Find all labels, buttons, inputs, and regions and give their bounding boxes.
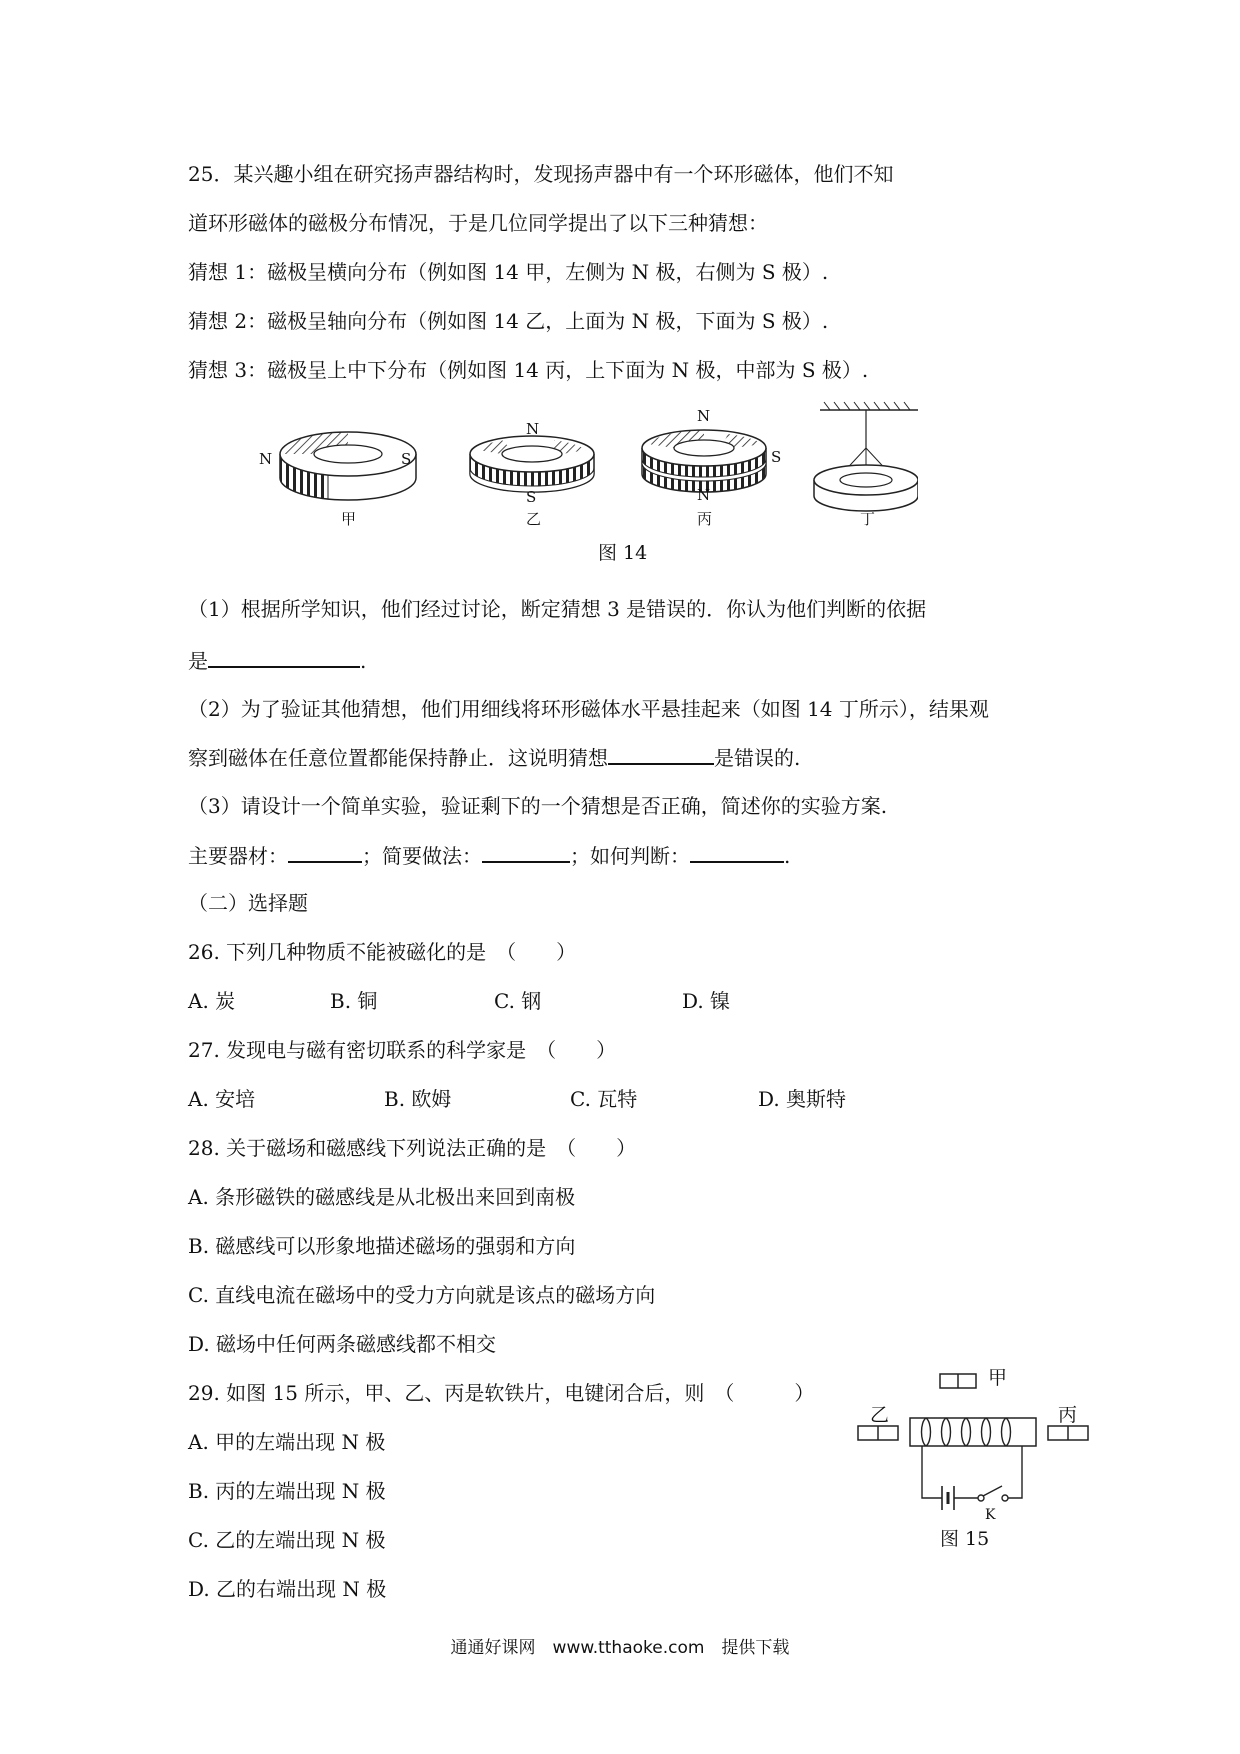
q28-option-b: B. 磁感线可以形象地描述磁场的强弱和方向 xyxy=(188,1234,576,1258)
fig14-bing-bottom-pole: N xyxy=(697,486,711,504)
fig15-yi-label: 乙 xyxy=(870,1404,890,1426)
q25-part1-line1: （1）根据所学知识，他们经过讨论，断定猜想 3 是错误的．你认为他们判断的依据 xyxy=(188,597,927,621)
fig15-bing-plate xyxy=(1048,1426,1088,1440)
q25-guess3: 猜想 3：磁极呈上中下分布（例如图 14 丙，上下面为 N 极，中部为 S 极）. xyxy=(188,358,869,382)
q25-part3: （3）请设计一个简单实验，验证剩下的一个猜想是否正确，简述你的实验方案. xyxy=(188,794,888,818)
fig14-jia-left-pole: N xyxy=(259,450,273,468)
figure14-jia xyxy=(280,432,416,500)
q25-part3-answers xyxy=(188,841,790,870)
q29-stem: 29. 如图 15 所示，甲、乙、丙是软铁片，电键闭合后，则 （ ） xyxy=(188,1381,815,1405)
q26-stem: 26. 下列几种物质不能被磁化的是 （ ） xyxy=(188,940,577,964)
figure-14 xyxy=(258,396,918,566)
method-blank[interactable] xyxy=(482,841,570,863)
fig15-yi-plate xyxy=(858,1426,898,1440)
q25-part1-line2 xyxy=(188,646,366,675)
fig14-jia-label: 甲 xyxy=(341,510,357,528)
materials-blank[interactable] xyxy=(288,841,362,863)
fig15-circuit-wire xyxy=(922,1446,1022,1498)
figure14-yi xyxy=(470,436,594,492)
fig14-jia-right-pole: S xyxy=(401,450,412,468)
q25-part1-answer-blank[interactable] xyxy=(208,646,360,668)
footer-download-notice: 通通好课网 www.tthaoke.com 提供下载 xyxy=(450,1638,790,1658)
figure-15 xyxy=(850,1362,1100,1517)
fig14-yi-top-pole: N xyxy=(526,420,540,438)
q25-part2-suffix: 是错误的. xyxy=(714,746,801,770)
q27-option-b: B. 欧姆 xyxy=(384,1087,452,1111)
figure14-ding xyxy=(814,402,918,511)
fig14-bing-top-pole: N xyxy=(697,407,711,425)
q29-option-b: B. 丙的左端出现 N 极 xyxy=(188,1479,386,1503)
q25-part2-line2 xyxy=(188,743,800,772)
q27-stem: 27. 发现电与磁有密切联系的科学家是 （ ） xyxy=(188,1038,617,1062)
q29-option-d: D. 乙的右端出现 N 极 xyxy=(188,1577,387,1601)
materials-label: 主要器材： xyxy=(188,844,288,868)
q28-option-c: C. 直线电流在磁场中的受力方向就是该点的磁场方向 xyxy=(188,1283,656,1307)
q26-option-c: C. 钢 xyxy=(494,989,542,1013)
q26-option-a: A. 炭 xyxy=(188,989,236,1013)
q28-stem: 28. 关于磁场和磁感线下列说法正确的是 （ ） xyxy=(188,1136,637,1160)
q25-part1-suffix: . xyxy=(360,649,367,673)
q25-intro-line1: 25．某兴趣小组在研究扬声器结构时，发现扬声器中有一个环形磁体，他们不知 xyxy=(188,162,894,186)
q29-option-c: C. 乙的左端出现 N 极 xyxy=(188,1528,386,1552)
q25-part2-answer-blank[interactable] xyxy=(608,743,714,765)
figure15-caption: 图 15 xyxy=(940,1528,990,1550)
q25-end: . xyxy=(784,844,791,868)
fig14-ding-label: 丁 xyxy=(860,510,876,528)
q25-part2-prefix: 察到磁体在任意位置都能保持静止．这说明猜想 xyxy=(188,746,608,770)
q25-guess1: 猜想 1：磁极呈横向分布（例如图 14 甲，左侧为 N 极，右侧为 S 极）. xyxy=(188,260,829,284)
q28-option-d: D. 磁场中任何两条磁感线都不相交 xyxy=(188,1332,497,1356)
fig14-yi-label: 乙 xyxy=(526,510,542,528)
fig15-battery xyxy=(942,1486,954,1510)
q27-option-c: C. 瓦特 xyxy=(570,1087,638,1111)
q27-option-d: D. 奥斯特 xyxy=(758,1087,847,1111)
method-label: ；简要做法： xyxy=(362,844,482,868)
fig14-bing-middle-pole: S xyxy=(771,448,782,466)
fig15-switch-label: K xyxy=(985,1507,996,1523)
figure14-bing xyxy=(642,430,766,492)
q25-guess2: 猜想 2：磁极呈轴向分布（例如图 14 乙，上面为 N 极，下面为 S 极）. xyxy=(188,309,829,333)
q25-intro-line2: 道环形磁体的磁极分布情况，于是几位同学提出了以下三种猜想： xyxy=(188,211,768,235)
q26-option-b: B. 铜 xyxy=(330,989,378,1013)
fig15-bing-label: 丙 xyxy=(1058,1404,1078,1426)
q26-option-d: D. 镍 xyxy=(682,989,731,1013)
fig15-jia-plate xyxy=(940,1374,976,1388)
q25-part1-prefix: 是 xyxy=(188,649,208,673)
fig14-yi-bottom-pole: S xyxy=(526,488,537,506)
q29-option-a: A. 甲的左端出现 N 极 xyxy=(188,1430,386,1454)
section-title: （二）选择题 xyxy=(188,891,308,915)
figure14-caption: 图 14 xyxy=(598,542,648,564)
judge-blank[interactable] xyxy=(690,841,784,863)
judge-label: ；如何判断： xyxy=(570,844,690,868)
fig15-jia-label: 甲 xyxy=(988,1367,1008,1389)
fig15-switch xyxy=(978,1486,1008,1501)
q28-option-a: A. 条形磁铁的磁感线是从北极出来回到南极 xyxy=(188,1185,576,1209)
q27-option-a: A. 安培 xyxy=(188,1087,256,1111)
q25-part2-line1: （2）为了验证其他猜想，他们用细线将环形磁体水平悬挂起来（如图 14 丁所示），结果观 xyxy=(188,697,989,721)
fig14-bing-label: 丙 xyxy=(697,510,713,528)
